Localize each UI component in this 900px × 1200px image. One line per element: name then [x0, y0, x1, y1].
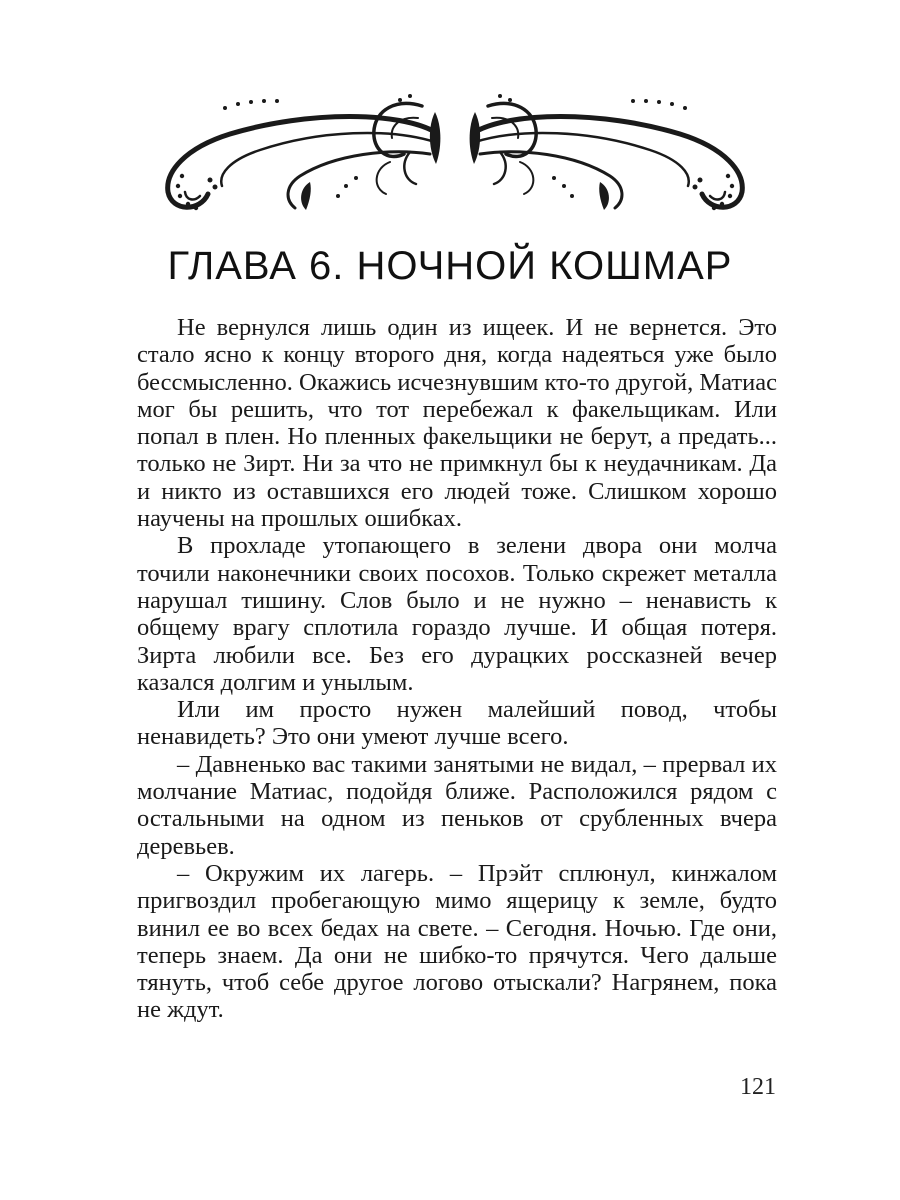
paragraph: Или им просто нужен малейший повод, чтобы ненавидеть? Это они умеют лучше всего.	[137, 696, 777, 751]
paragraph: Не вернулся лишь один из ищеек. И не вернется. Это стало ясно к концу второго дня, когда надеяться уже было бессмысленно. Окажись исчезнувшим кто-то другой, Матиас мог бы решить, что тот перебежал к факельщикам. Или попал в плен. Но пленных факельщики не берут, а предать... только не Зирт. Ни за что не примкнул бы к неудачникам. Да и никто из оставшихся его людей тоже. Слишком хорошо научены на прошлых ошибках.	[137, 314, 777, 533]
chapter-title: ГЛАВА 6. НОЧНОЙ КОШМАР	[167, 244, 733, 288]
page-number: 121	[740, 1074, 776, 1100]
filigree-ornament-icon	[160, 92, 750, 222]
paragraph: – Давненько вас такими занятыми не видал, – прервал их молчание Матиас, подойдя ближе. Расположился рядом с остальными на одном из пеньков от срубленных вчера деревьев.	[137, 750, 777, 860]
paragraph: – Окружим их лагерь. – Прэйт сплюнул, кинжалом пригвоздил пробегающую мимо ящерицу к земле, будто винил ее во всех бедах на свете. – Сегодня. Ночью. Где они, теперь знаем. Да они не шибко-то прячутся. Чего дальше тянуть, чтоб себе другое логово отыскали? Нагрянем, пока не ждут.	[137, 859, 777, 1024]
paragraph: В прохладе утопающего в зелени двора они молча точили наконечники своих посохов. Только скрежет металла нарушал тишину. Слов было и не нужно – ненависть к общему врагу сплотила гораздо лучше. И общая потеря. Зирта любили все. Без его дурацких россказней вечер казался долгим и унылым.	[137, 532, 777, 696]
chapter-body	[137, 314, 777, 1024]
